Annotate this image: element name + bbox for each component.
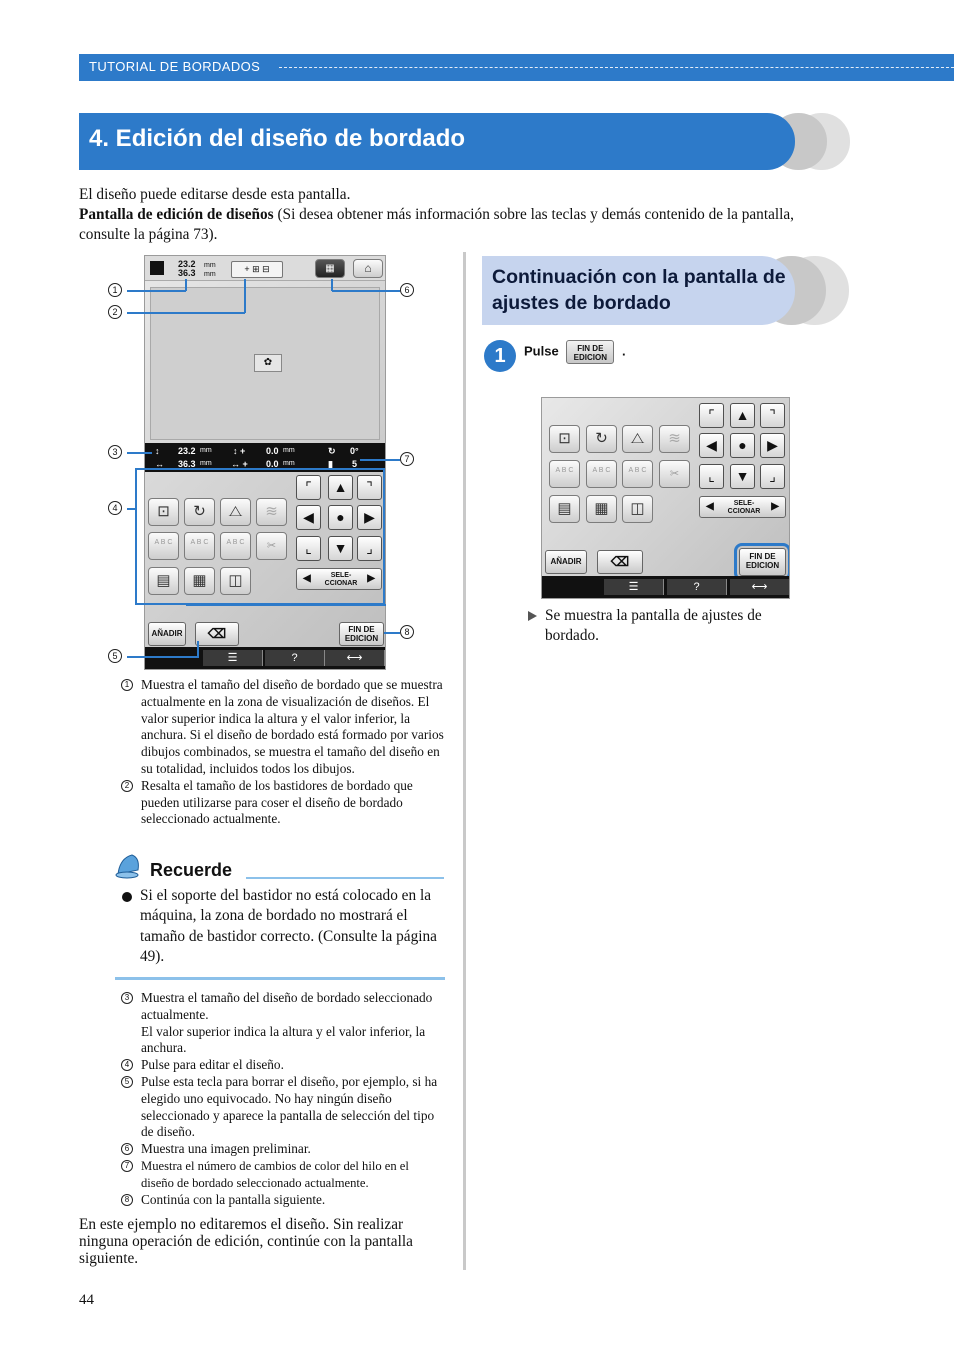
- info-height: 23.2: [178, 446, 196, 456]
- arrow-down-icon[interactable]: ▼: [730, 464, 755, 489]
- move-horizontal-value: 0.0: [266, 459, 279, 469]
- note-text: Muestra el tamaño del diseño de bordado que se muestra actualmente en la zona de visualización de diseños. El valor superior indica la altura y el valor inferior, la anchura. Si el diseño de bordado está formado por varios dibujos combinados, se muestra el tamaño del diseño en su totalidad, incluidos todos los dibujos.: [141, 677, 444, 776]
- callout-3: 3: [108, 445, 122, 459]
- callout-6-line: [331, 279, 333, 291]
- section-label: TUTORIAL DE BORDADOS: [89, 59, 261, 74]
- center-button[interactable]: ●: [328, 505, 353, 530]
- screen-bottom-bar: [542, 576, 789, 598]
- density-button[interactable]: ≋: [659, 425, 690, 453]
- edit-screen: [144, 255, 386, 670]
- arrow-down-left-icon[interactable]: ⌞: [296, 536, 321, 561]
- move-horizontal-icon: ↔ +: [231, 459, 248, 469]
- applique-button[interactable]: ◫: [622, 495, 653, 523]
- callout-1-line: [127, 290, 186, 292]
- note-item: [119, 677, 444, 778]
- callout-5-line: [197, 641, 199, 657]
- mirror-button[interactable]: ⧍: [220, 498, 251, 526]
- settings-icon[interactable]: ☰: [203, 650, 263, 666]
- arrow-right-icon[interactable]: ▶: [357, 505, 382, 530]
- mirror-button[interactable]: ⧍: [622, 425, 653, 453]
- arrow-up-right-icon[interactable]: ⌝: [760, 403, 785, 428]
- step-prefix: Pulse: [524, 343, 559, 359]
- note-text: Muestra el número de cambios de color del hilo en el diseño de bordado seleccionado actualmente.: [141, 1158, 409, 1190]
- add-button[interactable]: AÑADIR: [545, 550, 587, 574]
- callout-7: 7: [400, 452, 414, 466]
- resize-button[interactable]: ⊡: [148, 498, 179, 526]
- notes-list-b: [119, 990, 444, 1208]
- memo-rule-top: [246, 877, 444, 879]
- arrow-down-right-icon[interactable]: ⌟: [760, 464, 785, 489]
- page-number: 44: [79, 1292, 94, 1308]
- note-text: Muestra una imagen preliminar.: [141, 1141, 311, 1157]
- color-change-button[interactable]: ▤: [549, 495, 580, 523]
- edit-keys-frame: [135, 468, 385, 605]
- memo-title: Recuerde: [150, 860, 233, 880]
- callout-5: 5: [108, 649, 122, 663]
- result-arrow-icon: [528, 611, 537, 621]
- arrow-left-icon[interactable]: ◀: [296, 505, 321, 530]
- subheading-bar: [482, 256, 795, 325]
- embroidery-design-thumbnail: ✿: [254, 354, 282, 372]
- callout-2-line: [244, 279, 246, 313]
- note-text: Pulse esta tecla para borrar el diseño, por ejemplo, si ha elegido uno equivocado. No hay ningún diseño seleccionado y aparece la pantalla de selección del tipo de diseño.: [141, 1073, 438, 1140]
- step-number: 1: [484, 340, 516, 372]
- width-value: 36.3: [178, 268, 196, 278]
- border-button[interactable]: ▦: [184, 567, 215, 595]
- height-unit: mm: [204, 262, 216, 269]
- select-next-icon[interactable]: ▶: [771, 501, 779, 512]
- move-vertical-unit: mm: [283, 447, 295, 454]
- help-icon[interactable]: ?: [667, 579, 727, 595]
- array-curve-button[interactable]: A B C: [184, 532, 215, 560]
- header-dash-line: [279, 67, 954, 68]
- result-text: Se muestra la pantalla de ajustes de bordado.: [545, 607, 762, 644]
- note-text: Muestra el tamaño del diseño de bordado seleccionado actualmente.: [141, 990, 433, 1022]
- notes-list-a: [119, 677, 444, 828]
- preview-button[interactable]: ▦: [315, 259, 345, 278]
- note-number: 2: [121, 780, 133, 792]
- end-edit-key-inline: FIN DE EDICION: [566, 340, 614, 364]
- note-number: 1: [121, 679, 133, 691]
- memo-bullet: [122, 892, 132, 902]
- end-edit-button-highlighted[interactable]: FIN DE EDICION: [739, 548, 786, 576]
- note-number: 3: [121, 992, 133, 1004]
- arrow-up-icon[interactable]: ▲: [730, 403, 755, 428]
- callout-2-line: [127, 312, 245, 314]
- subheading: Continuación con la pantalla de ajustes de bordado: [492, 266, 786, 314]
- resize-button[interactable]: ⊡: [549, 425, 580, 453]
- arrow-right-icon[interactable]: ▶: [760, 433, 785, 458]
- thread-spool-icon: ▮: [328, 459, 333, 469]
- note-item: [119, 1192, 444, 1209]
- height-value: 23.2: [178, 259, 196, 269]
- frame-bottom: [186, 604, 386, 606]
- note-number: 4: [121, 1059, 133, 1071]
- move-horizontal-unit: mm: [283, 460, 295, 467]
- delete-eraser-button[interactable]: ⌫: [195, 622, 239, 646]
- callout-3-line: [127, 452, 152, 454]
- cut-button[interactable]: ✂: [256, 532, 287, 560]
- arrow-down-left-icon[interactable]: ⌞: [699, 464, 724, 489]
- callout-8-line: [384, 632, 400, 634]
- height-arrow-icon: ↕: [155, 446, 160, 456]
- note-item: [119, 990, 444, 1057]
- angle-value: 0°: [350, 446, 359, 456]
- width-unit: mm: [204, 271, 216, 278]
- note-text: El valor superior indica la altura y el valor inferior, la anchura.: [141, 1023, 426, 1056]
- callout-1: 1: [108, 283, 122, 297]
- move-vertical-icon: ↕ +: [233, 446, 246, 456]
- intro-bold: Pantalla de edición de diseños: [79, 206, 274, 223]
- array-vertical-button[interactable]: A B C: [549, 460, 580, 488]
- color-count-value: 5: [352, 459, 358, 469]
- select-label: SELE- CCIONAR: [324, 572, 358, 587]
- design-display-area: [150, 287, 380, 440]
- intro-rest: (Si desea obtener más información sobre las teclas y demás contenido de la pantalla, consulte la página 73).: [79, 206, 794, 243]
- size-display: [148, 259, 226, 279]
- memo-bell-icon: [114, 852, 144, 880]
- memo-text: Si el soporte del bastidor no está colocado en la máquina, la zona de bordado no mostrará el tamaño de bastidor correcto. (Consulte la página 49).: [140, 887, 437, 965]
- callout-1-line: [185, 279, 187, 291]
- arrow-down-icon[interactable]: ▼: [328, 536, 353, 561]
- width-arrow-icon: ↔: [155, 459, 164, 469]
- stitch-icon[interactable]: ⟷: [730, 579, 790, 595]
- info-width: 36.3: [178, 459, 196, 469]
- callout-2: 2: [108, 305, 122, 319]
- rotate-icon: ↻: [328, 446, 336, 456]
- add-button[interactable]: AÑADIR: [148, 622, 186, 646]
- step-instruction: [524, 340, 626, 364]
- edit-screen-partial: [541, 397, 790, 599]
- chapter-title-bar: [79, 113, 795, 170]
- arrow-left-icon[interactable]: ◀: [699, 433, 724, 458]
- outro-paragraph: En este ejemplo no editaremos el diseño. Sin realizar ninguna operación de edición, continúe con la pantalla siguiente.: [79, 1216, 413, 1267]
- help-icon[interactable]: ?: [265, 650, 325, 666]
- note-number: 5: [121, 1076, 133, 1088]
- move-vertical-value: 0.0: [266, 446, 279, 456]
- note-item: [119, 1158, 444, 1192]
- callout-7-line: [360, 459, 400, 461]
- rotate-button[interactable]: ↻: [586, 425, 617, 453]
- step-suffix: .: [621, 343, 626, 359]
- applique-button[interactable]: ◫: [220, 567, 251, 595]
- info-width-unit: mm: [200, 460, 212, 467]
- select-bar[interactable]: [699, 496, 786, 518]
- density-button[interactable]: ≋: [256, 498, 287, 526]
- select-label: SELE- CCIONAR: [727, 500, 761, 515]
- info-height-unit: mm: [200, 447, 212, 454]
- settings-icon[interactable]: ☰: [604, 579, 664, 595]
- select-prev-icon[interactable]: ◀: [706, 501, 714, 512]
- arrow-up-left-icon[interactable]: ⌜: [699, 403, 724, 428]
- note-text: Resalta el tamaño de los bastidores de bordado que pueden utilizarse para coser el diseño de bordado seleccionado actualmente.: [141, 777, 413, 827]
- center-button[interactable]: ●: [730, 433, 755, 458]
- cut-button[interactable]: ✂: [659, 460, 690, 488]
- callout-4-line: [127, 508, 136, 510]
- arrow-up-icon[interactable]: ▲: [328, 475, 353, 500]
- letter-spacing-button[interactable]: A B C: [220, 532, 251, 560]
- stitch-icon[interactable]: ⟷: [325, 650, 385, 666]
- note-text: Pulse para editar el diseño.: [141, 1057, 284, 1073]
- frame-size-indicator: + ⊞ ⊟: [231, 261, 283, 278]
- end-edit-button[interactable]: FIN DE EDICION: [339, 622, 384, 646]
- callout-5-line: [127, 656, 199, 658]
- intro-paragraph: [79, 185, 844, 245]
- delete-eraser-button[interactable]: ⌫: [597, 550, 643, 574]
- callout-6: 6: [400, 283, 414, 297]
- home-button[interactable]: ⌂: [353, 259, 383, 278]
- callout-8: 8: [400, 625, 414, 639]
- array-curve-button[interactable]: A B C: [586, 460, 617, 488]
- note-item: [119, 1141, 444, 1158]
- note-item: [119, 1057, 444, 1074]
- select-next-icon[interactable]: ▶: [367, 573, 375, 584]
- running-header: [79, 54, 954, 81]
- chapter-title: 4. Edición del diseño de bordado: [89, 125, 466, 152]
- memo-rule-bottom: [115, 977, 445, 980]
- note-number: 6: [121, 1143, 133, 1155]
- border-button[interactable]: ▦: [586, 495, 617, 523]
- note-number: 7: [121, 1160, 133, 1172]
- arrow-up-right-icon[interactable]: ⌝: [357, 475, 382, 500]
- color-change-button[interactable]: ▤: [148, 567, 179, 595]
- column-divider: [463, 252, 466, 1270]
- array-vertical-button[interactable]: A B C: [148, 532, 179, 560]
- callout-4: 4: [108, 501, 122, 515]
- arrow-up-left-icon[interactable]: ⌜: [296, 475, 321, 500]
- note-text: Continúa con la pantalla siguiente.: [141, 1191, 326, 1207]
- screen-bottom-bar: [145, 647, 385, 669]
- note-item: [119, 778, 444, 828]
- select-prev-icon[interactable]: ◀: [303, 573, 311, 584]
- note-item: [119, 1074, 444, 1141]
- note-number: 8: [121, 1194, 133, 1206]
- letter-spacing-button[interactable]: A B C: [622, 460, 653, 488]
- size-icon: [150, 261, 164, 275]
- callout-6-line: [332, 290, 400, 292]
- intro-line: El diseño puede editarse desde esta pantalla.: [79, 186, 351, 203]
- rotate-button[interactable]: ↻: [184, 498, 215, 526]
- arrow-down-right-icon[interactable]: ⌟: [357, 536, 382, 561]
